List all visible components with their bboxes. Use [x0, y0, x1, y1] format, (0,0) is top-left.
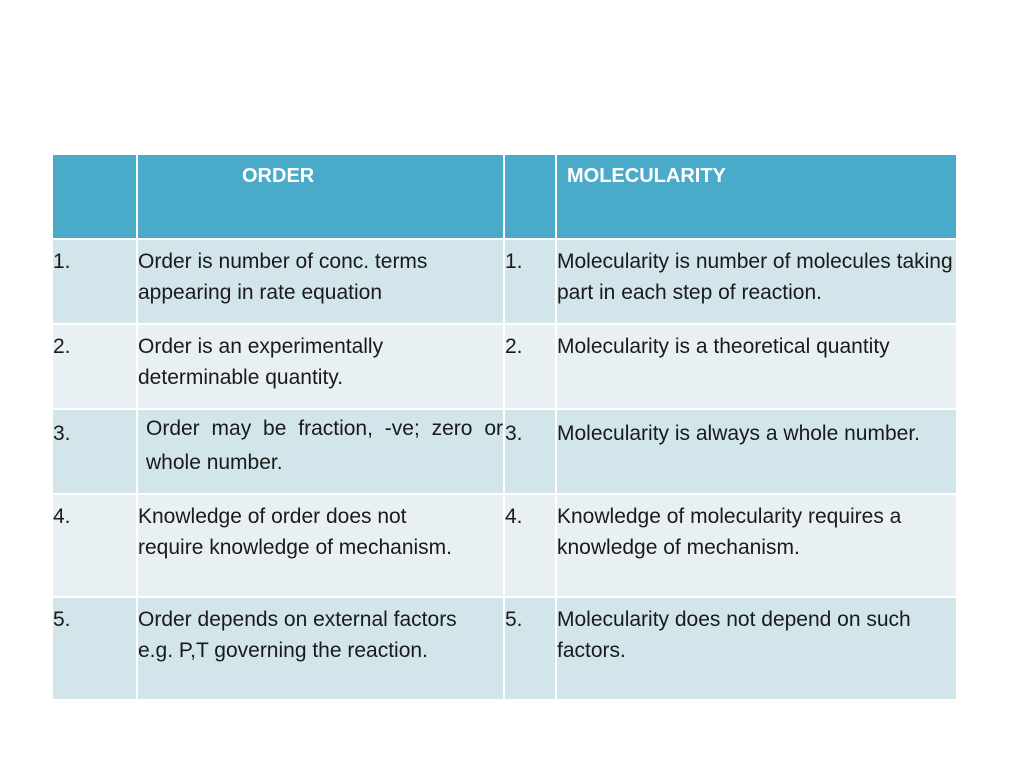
molecularity-text: Molecularity is a theoretical quantity: [557, 335, 890, 358]
order-text: Order is an experimentally determinable quantity.: [138, 335, 384, 389]
molecularity-cell: [556, 597, 957, 700]
order-number: 2.: [53, 335, 71, 358]
order-cell: [137, 239, 504, 324]
order-text: Order may be fraction, -ve; zero or whole number.: [146, 417, 503, 474]
molecularity-number-cell: [504, 409, 556, 494]
order-cell: [137, 597, 504, 700]
molecularity-number-cell: [504, 239, 556, 324]
molecularity-cell: [556, 239, 957, 324]
table-row: [52, 597, 957, 700]
order-vs-molecularity-table: [51, 153, 958, 701]
order-header: [137, 154, 504, 239]
table-row: [52, 239, 957, 324]
molecularity-text: Molecularity is always a whole number.: [557, 422, 920, 445]
molecularity-number: 2.: [505, 335, 523, 358]
header-blank-cell-2: [504, 154, 556, 239]
order-number-cell: [52, 409, 137, 494]
order-text: Order depends on external factors e.g. P,T governing the reaction.: [138, 608, 457, 662]
order-cell: [137, 409, 504, 494]
molecularity-number: 1.: [505, 250, 523, 273]
order-text: Order is number of conc. terms appearing in rate equation: [138, 250, 428, 304]
table-row: [52, 324, 957, 409]
order-text: Knowledge of order does not require knowledge of mechanism.: [138, 505, 452, 559]
molecularity-cell: [556, 324, 957, 409]
header-blank-cell-1: [52, 154, 137, 239]
molecularity-number: 4.: [505, 505, 523, 528]
order-cell: [137, 324, 504, 409]
order-number-cell: [52, 494, 137, 597]
order-header-label: ORDER: [242, 165, 315, 187]
molecularity-header: [556, 154, 957, 239]
molecularity-number-cell: [504, 324, 556, 409]
order-number: 4.: [53, 505, 71, 528]
molecularity-text: Molecularity is number of molecules taking part in each step of reaction.: [557, 250, 953, 304]
molecularity-cell: [556, 494, 957, 597]
molecularity-text: Molecularity does not depend on such factors.: [557, 608, 911, 662]
table-row: [52, 409, 957, 494]
molecularity-number-cell: [504, 494, 556, 597]
molecularity-number: 5.: [505, 608, 523, 631]
order-number: 3.: [53, 422, 71, 445]
molecularity-number: 3.: [505, 422, 523, 445]
order-number-cell: [52, 324, 137, 409]
molecularity-cell: [556, 409, 957, 494]
molecularity-header-label: MOLECULARITY: [567, 165, 726, 187]
table-row: [52, 494, 957, 597]
table-header-row: [52, 154, 957, 239]
order-number-cell: [52, 597, 137, 700]
order-number-cell: [52, 239, 137, 324]
molecularity-text: Knowledge of molecularity requires a knowledge of mechanism.: [557, 505, 902, 559]
molecularity-number-cell: [504, 597, 556, 700]
order-cell: [137, 494, 504, 597]
order-number: 1.: [53, 250, 71, 273]
order-number: 5.: [53, 608, 71, 631]
